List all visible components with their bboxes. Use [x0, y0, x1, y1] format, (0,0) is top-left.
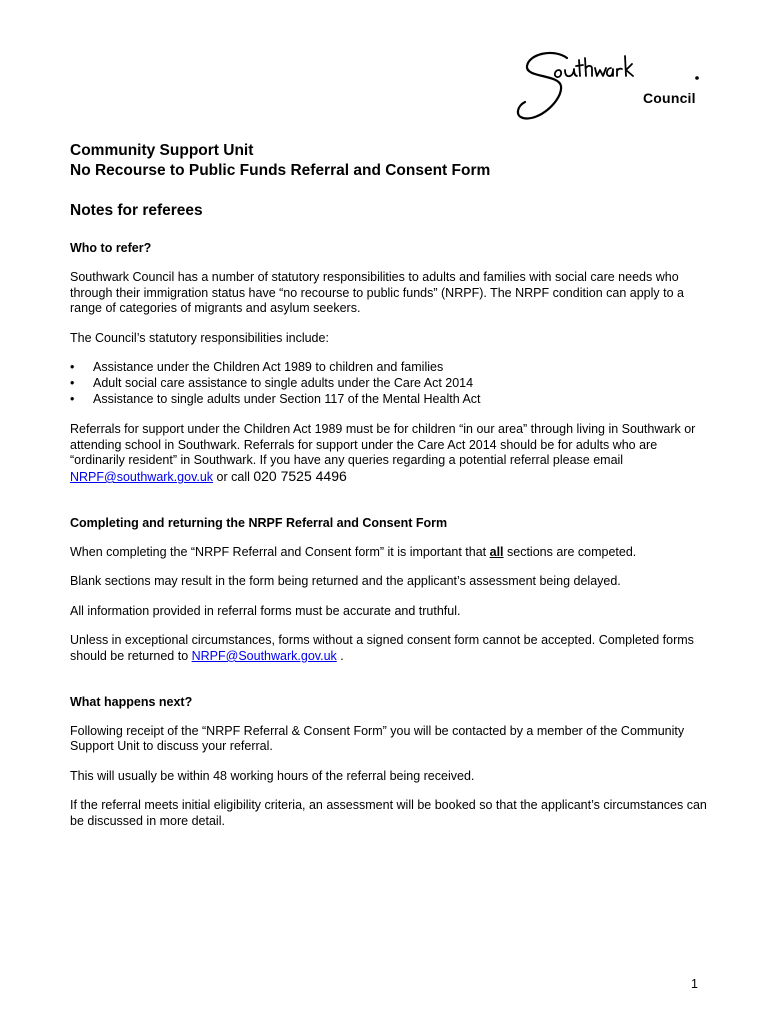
form-title: No Recourse to Public Funds Referral and Consent Form — [70, 162, 491, 179]
completing-paragraph-4: Unless in exceptional circumstances, forms without a signed consent form cannot be accepted. Completed forms should be returned to NRPF@Southwark.gov.uk . — [70, 633, 694, 663]
responsibilities-list — [70, 360, 710, 407]
list-item: • Adult social care assistance to single adults under the Care Act 2014 — [70, 375, 474, 390]
list-item: • Assistance under the Children Act 1989 to children and families — [70, 360, 444, 375]
who-to-refer-paragraph-3: Referrals for support under the Children Act 1989 must be for children “in our area” through living in Southwark or attending school in Southwark. Referrals for support under the Care Act 2014 should be for adults who are “ordinarily resident” in Southwark. If you have any queries regarding a potential referral please email NRPF@southwark.gov.uk or call 020 7525 4496 — [70, 422, 696, 484]
logo-council-text: Council — [643, 90, 696, 106]
who-to-refer-paragraph-1: Southwark Council has a number of statutory responsibilities to adults and families with social care needs who through their immigration status have “no recourse to public funds” (NRPF). The NRPF condition can apply to a range of categories of migrants and asylum seekers. — [70, 270, 684, 316]
who-to-refer-heading: Who to refer? — [70, 241, 152, 255]
notes-heading: Notes for referees — [70, 202, 203, 219]
list-item: • Assistance to single adults under Section 117 of the Mental Health Act — [70, 391, 481, 406]
southwark-council-logo — [515, 40, 705, 125]
bullet-icon: • — [70, 391, 75, 406]
nrpf-return-email-link[interactable]: NRPF@Southwark.gov.uk — [191, 648, 337, 663]
completing-paragraph-1: When completing the “NRPF Referral and Consent form” it is important that all sections are competed. — [70, 544, 637, 559]
emphasis-all: all — [489, 544, 504, 559]
page-number: 1 — [691, 977, 698, 991]
unit-title: Community Support Unit — [70, 142, 254, 159]
completing-paragraph-2: Blank sections may result in the form being returned and the applicant’s assessment being delayed. — [70, 574, 621, 589]
completing-paragraph-3: All information provided in referral forms must be accurate and truthful. — [70, 603, 461, 618]
bullet-icon: • — [70, 375, 75, 390]
next-paragraph-3: If the referral meets initial eligibility criteria, an assessment will be booked so that the applicant’s circumstances can be discussed in more detail. — [70, 798, 707, 828]
next-paragraph-2: This will usually be within 48 working hours of the referral being received. — [70, 768, 475, 783]
southwark-logo-icon — [515, 40, 705, 125]
bullet-icon: • — [70, 360, 75, 375]
next-paragraph-1: Following receipt of the “NRPF Referral & Consent Form” you will be contacted by a member of the Community Support Unit to discuss your referral. — [70, 723, 685, 754]
phone-number: 020 7525 4496 — [253, 467, 347, 484]
completing-heading: Completing and returning the NRPF Referral and Consent Form — [70, 515, 448, 530]
who-to-refer-paragraph-2: The Council’s statutory responsibilities include: — [70, 330, 329, 345]
what-happens-next-heading: What happens next? — [70, 694, 193, 709]
document-body — [70, 141, 710, 829]
nrpf-email-link[interactable]: NRPF@southwark.gov.uk — [70, 469, 214, 484]
